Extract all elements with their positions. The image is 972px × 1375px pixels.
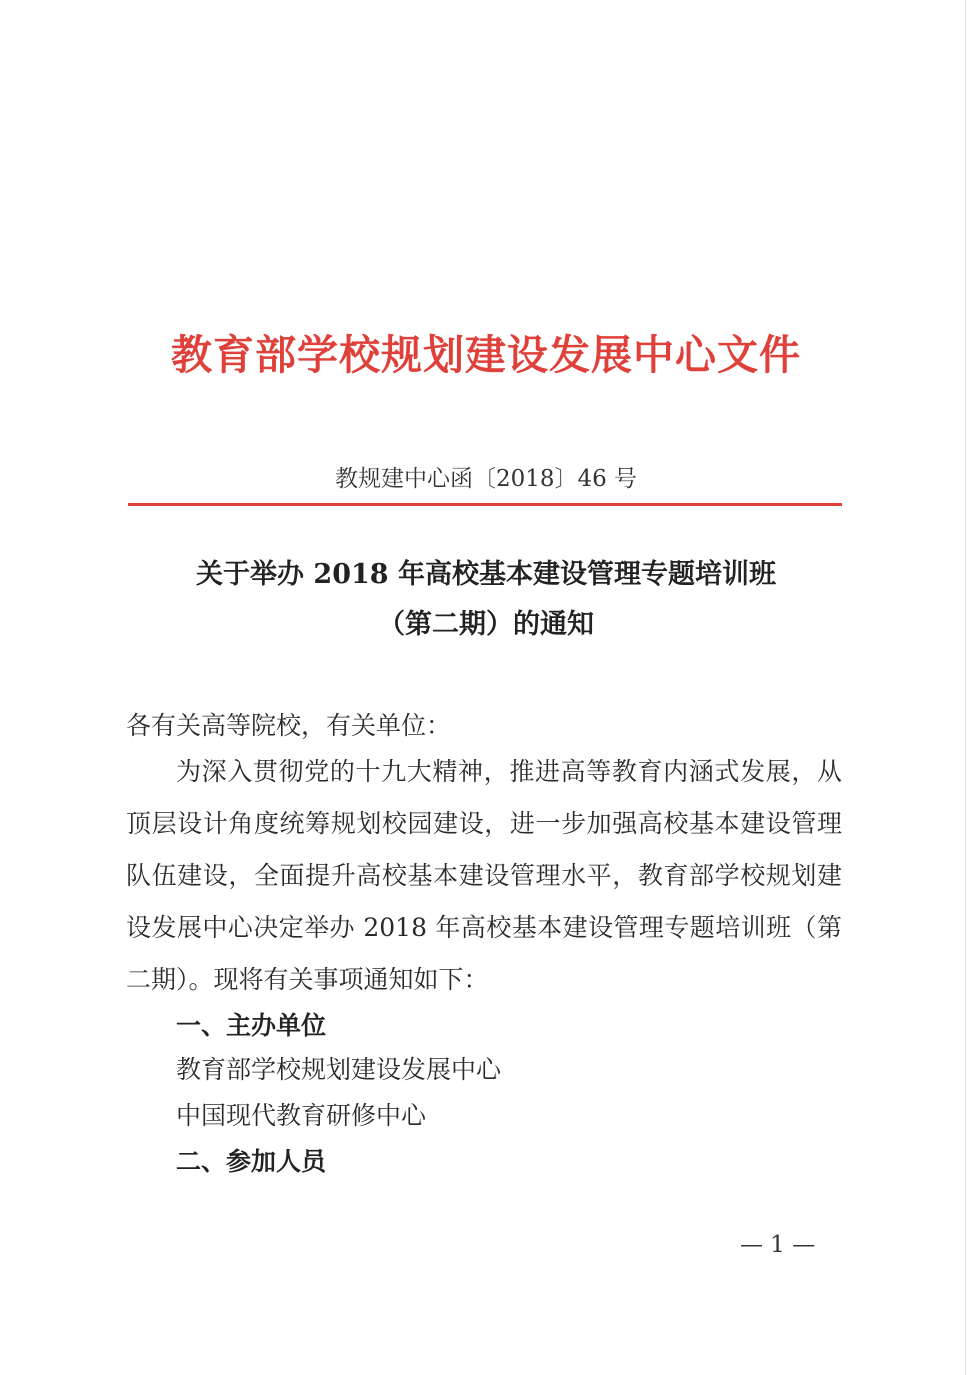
- organizer-1: 教育部学校规划建设发展中心: [176, 1055, 502, 1084]
- salutation: 各有关高等院校，有关单位：: [126, 711, 452, 740]
- intro-paragraph: 为深入贯彻党的十九大精神，推进高等教育内涵式发展，从顶层设计角度统筹规划校园建设，进一步加强高校基本建设管理队伍建设，全面提升高校基本建设管理水平，教育部学校规划建设发展中心决定举办 2018 年高校基本建设管理专题培训班（第二期）。现将有关事项通知如下：: [126, 757, 842, 994]
- scan-edge-line: [965, 0, 966, 1375]
- organizer-2: 中国现代教育研修中心: [176, 1101, 427, 1130]
- document-number: 教规建中心函〔2018〕46 号: [334, 466, 638, 492]
- red-separator-line: [128, 503, 842, 506]
- issuing-office-title: 教育部学校规划建设发展中心文件: [171, 331, 801, 379]
- notice-title-line-2: （第二期）的通知: [378, 609, 594, 640]
- section-heading-participants: 二、参加人员: [176, 1147, 327, 1176]
- notice-title-line-1: 关于举办 2018 年高校基本建设管理专题培训班: [196, 559, 776, 590]
- page-number: — 1 —: [740, 1232, 816, 1258]
- section-heading-organizers: 一、主办单位: [176, 1011, 327, 1040]
